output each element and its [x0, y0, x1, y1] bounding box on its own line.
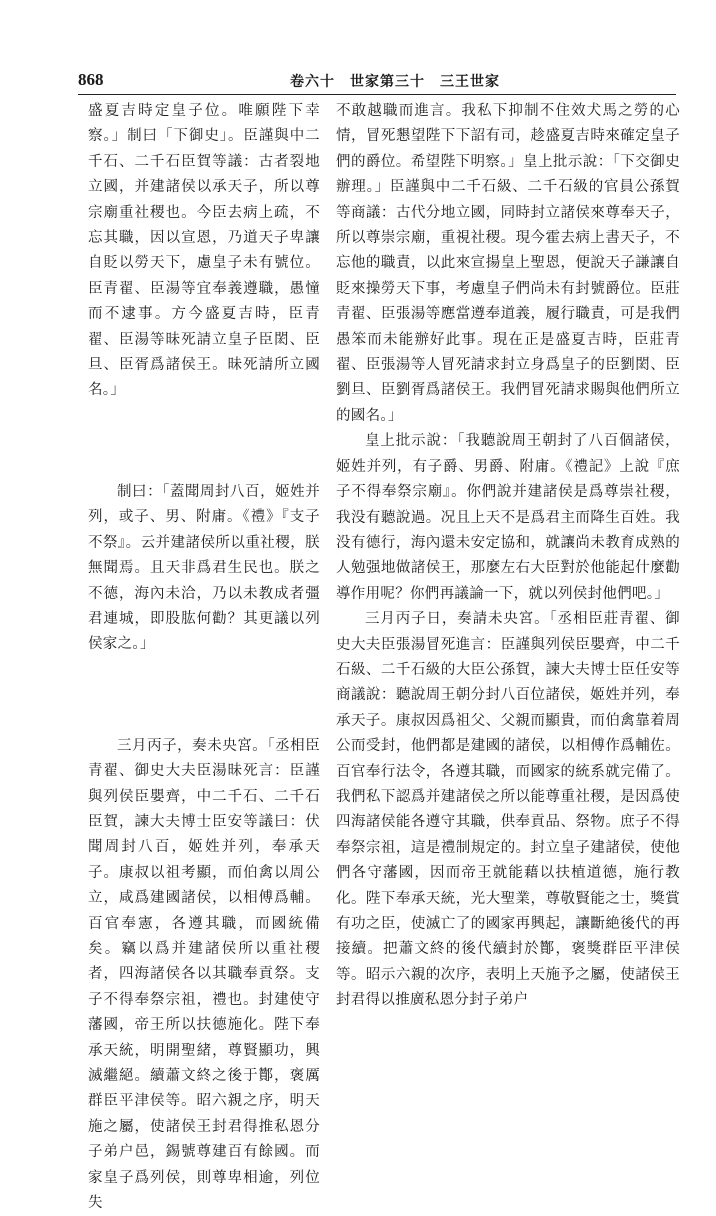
translation-paragraph-1: 不敢越職而進言。我私下抑制不住效犬馬之勞的心情，冒死懇望陛下下詔有司，趁盛夏吉時來確定皇子們的爵位。希望陛下明察。」皇上批示說：「下交御史辦理。」臣謹與中二千石級、二千石級的官員公孫賀等商議：古代分地立國，同時封立諸侯來尊奉天子，所以尊崇宗廟，重視社稷。現今霍去病上書天子，不忘他的職責，以此來宣揚皇上聖恩，便說天子謙讓自貶來操勞天下事，考慮皇子們尚未有封號爵位。臣莊青翟、臣張湯等應當遵奉道義，履行職責，可是我們愚笨而未能辦好此事。現在正是盛夏吉時，臣莊青翟、臣張湯等人冒死請求封立身爲皇子的臣劉閎、臣劉旦、臣劉胥爲諸侯王。我們冒死請求賜與他們所立的國名。」: [336, 103, 680, 424]
translation-paragraph-2: 皇上批示說：「我聽說周王朝封了八百個諸侯，姬姓并列，有子爵、男爵、附庸。《禮記》上說『庶子不得奉祭宗廟』。你們說并建諸侯是爲尊崇社稷，我没有聽說過。况且上天不是爲君主而降生百姓。我没有德行，海內還未安定協和，就讓尚未教育成熟的人勉强地做諸侯王，那麼左右大臣對於他能起什麼勸導作用呢？你們再議論一下，就以列侯封他們吧。」: [336, 433, 680, 602]
paragraph-spacer: [88, 404, 320, 480]
classical-paragraph-3: 三月丙子，奏未央宮。「丞相臣青翟、御史大夫臣湯昧死言：臣謹與列侯臣嬰齊，中二千石、二千石臣賀，諫大夫博士臣安等議曰：伏聞周封八百，姬姓并列，奉承天子。康叔以祖考顯，而伯禽以周公立，咸爲建國諸侯，以相傅爲輔。百官奉憲，各遵其職，而國統備矣。竊以爲并建諸侯所以重社稷者，四海諸侯各以其職奉貢祭。支子不得奉祭宗祖，禮也。封建使守藩國，帝王所以扶德施化。陛下奉承天統，明開聖緒，尊賢顯功，興滅繼絕。續蕭文終之後于酇，褒厲群臣平津侯等。昭六親之序，明天施之屬，使諸侯王封君得推私恩分子弟户邑，錫號尊建百有餘國。而家皇子爲列侯，則尊卑相逾，列位失: [88, 737, 320, 1212]
classical-paragraph-1: 盛夏吉時定皇子位。唯願陛下幸察。」制曰「下御史」。臣謹與中二千石、二千石臣賀等議：古者裂地立國，并建諸侯以承天子，所以尊宗廟重社稷也。今臣去病上疏，不忘其職，因以宣恩，乃道天子卑讓自貶以勞天下，慮皇子未有號位。臣青翟、臣湯等宜奉義遵職，愚憧而不逮事。方今盛夏吉時，臣青翟、臣湯等昧死請立皇子臣閎、臣旦、臣胥爲諸侯王。昧死請所立國名。」: [88, 103, 320, 399]
classical-text-column: [88, 99, 320, 1216]
running-title: 卷六十 世家第三十 三王世家: [290, 74, 500, 90]
translation-column: [336, 99, 680, 1014]
classical-paragraph-2: 制曰：「蓋聞周封八百，姬姓并列，或子、男、附庸。《禮》『支子不祭』。云并建諸侯所以重社稷，朕無聞焉。且天非爲君生民也。朕之不德，海內未洽，乃以未教成者彊君連城，即股肱何勸？其更議以列侯家之。」: [88, 483, 320, 653]
translation-paragraph-3: 三月丙子日，奏請未央宮。「丞相臣莊青翟、御史大夫臣張湯冒死進言：臣謹與列侯臣嬰齊，中二千石級、二千石級的大臣公孫賀，諫大夫博士臣任安等商議說：聽說周王朝分封八百位諸侯，姬姓并列，奉承天子。康叔因爲祖父、父親而顯貴，而伯禽靠着周公而受封，他們都是建國的諸侯，以相傅作爲輔佐。百官奉行法令，各遵其職，而國家的統系就完備了。我們私下認爲并建諸侯之所以能尊重社稷，是因爲使四海諸侯能各遵守其職，供奉貢品、祭物。庶子不得奉祭宗祖，這是禮制規定的。封立皇子建諸侯，使他們各守藩國，因而帝王就能藉以扶植道德，施行教化。陛下奉承天統，光大聖業，尊敬賢能之士，獎賞有功之臣，使滅亡了的國家再興起，讓斷絶後代的再接續。把蕭文終的後代續封於酇，褒獎群臣平津侯等。昭示六親的次序，表明上天施予之屬，使諸侯王封君得以推廣私恩分封子弟户: [336, 611, 680, 1009]
paragraph-spacer: [88, 658, 320, 734]
page-number: 868: [78, 70, 104, 89]
header-rule: [78, 94, 676, 95]
page-header: [78, 70, 676, 94]
